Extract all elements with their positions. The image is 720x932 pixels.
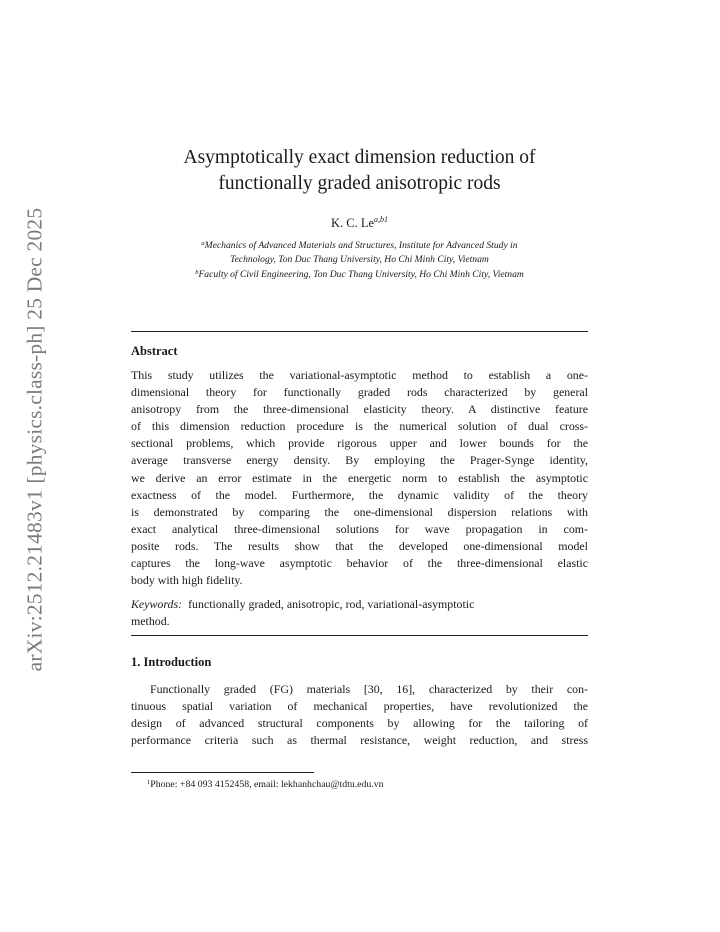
footnote-text: Phone: +84 093 4152458, email: lekhanhchau@tdtu.edu.vn xyxy=(150,779,384,790)
affiliations xyxy=(131,237,588,282)
title-line-1: Asymptotically exact dimension reduction of xyxy=(183,147,536,168)
abstract-body xyxy=(131,367,588,589)
abstract-line: captures the long-wave asymptotic behavior of the three-dimensional elastic xyxy=(131,556,588,571)
keywords-line-1: functionally graded, anisotropic, rod, variational-asymptotic xyxy=(188,597,475,611)
abstract-line: This study utilizes the variational-asymptotic method to establish a one- xyxy=(131,368,588,382)
introduction-heading: 1. Introduction xyxy=(131,655,212,669)
abstract-bottom-rule xyxy=(131,635,588,636)
abstract-line: average transverse energy density. By employing the Prager-Synge identity, xyxy=(131,453,588,468)
introduction-line: tinuous spatial variation of mechanical properties, have revolutionized the xyxy=(131,699,588,714)
introduction-line: design of advanced structural components by allowing for the tailoring of xyxy=(131,716,588,731)
abstract-line: sectional problems, which provide rigorous upper and lower bounds for the xyxy=(131,436,588,451)
introduction-body xyxy=(131,681,588,749)
introduction-line: performance criteria such as thermal resistance, weight reduction, and stress xyxy=(131,733,588,748)
abstract-line: of this dimension reduction procedure is the numerical solution of dual cross- xyxy=(131,419,588,434)
author-marks: a,b1 xyxy=(374,215,389,224)
abstract-line: exactness of the model. Furthermore, the dynamic validity of the theory xyxy=(131,487,588,502)
abstract-line: is demonstrated by comparing the one-dimensional dispersion relations with xyxy=(131,504,588,519)
paper-title xyxy=(131,145,588,197)
author-line xyxy=(131,212,588,231)
abstract-line: posite rods. The results show that the developed one-dimensional model xyxy=(131,538,588,553)
abstract-heading: Abstract xyxy=(131,344,178,358)
abstract-line: exact analytical three-dimensional solutions for wave propagation in com- xyxy=(131,521,588,536)
footnote-rule xyxy=(131,772,314,773)
affiliation-b-line-1: $^b$Faculty of Civil Engineering, Ton Duc Thang University, Ho Chi Minh City, Vietnam xyxy=(195,269,524,280)
keywords-line-2: method. xyxy=(131,614,170,629)
arxiv-identifier: arXiv:2512.21483v1 [physics.class-ph] 25 Dec 2025 xyxy=(22,207,47,671)
abstract-line: anisotropy from the three-dimensional elasticity theory. A distinctive feature xyxy=(131,402,588,417)
introduction-line: Functionally graded (FG) materials [30, 16], characterized by their con- xyxy=(150,682,588,696)
keywords xyxy=(131,596,588,630)
keywords-label: Keywords: xyxy=(131,597,183,611)
footnote xyxy=(147,776,384,791)
footnote-mark: 1 xyxy=(147,779,151,786)
abstract-top-rule xyxy=(131,331,588,332)
author-name: K. C. Le xyxy=(330,216,375,230)
affiliation-a-line-1: $^a$Mechanics of Advanced Materials and Structures, Institute for Advanced Study in xyxy=(201,240,518,251)
affiliation-a-line-2: Technology, Ton Duc Thang University, Ho Chi Minh City, Vietnam xyxy=(230,253,489,265)
arxiv-sidebar xyxy=(4,207,66,671)
abstract-line: dimensional theory for functionally graded rods characterized by general xyxy=(131,385,588,400)
abstract-line: body with high fidelity. xyxy=(131,573,243,588)
abstract-line: we derive an error estimate in the energetic norm to establish the asymptotic xyxy=(131,470,588,485)
title-line-2: functionally graded anisotropic rods xyxy=(218,173,501,194)
